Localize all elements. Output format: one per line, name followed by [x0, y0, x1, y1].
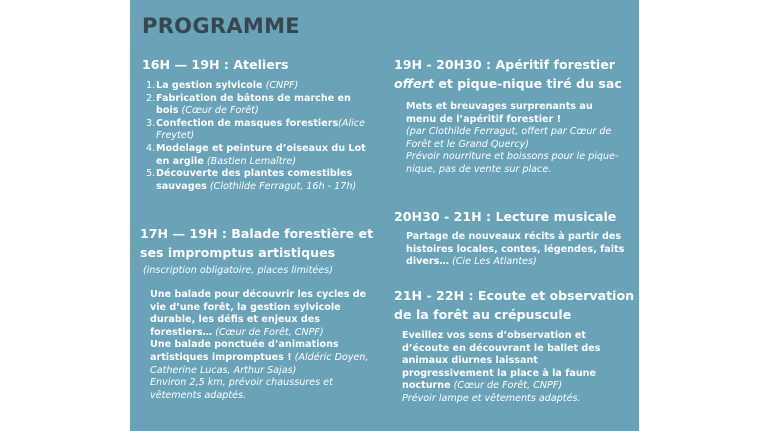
- list-item: 4. Modelage et peinture d’oiseaux du Lot en argile (Bastien Lemaître): [146, 142, 366, 167]
- aperitif-description: Mets et breuvages surprenants au menu de l’apéritif forestier ! (par Clothilde Ferragut, offert par Cœur de Forêt et le Grand Quercy) Prévoir nourriture et boissons pour le pique-nique, pas de vente sur place.: [406, 101, 619, 175]
- balade-note: (inscription obligatoire, places limitées): [143, 265, 333, 276]
- list-item: 5. Découverte des plantes comestibles sauvages (Clothilde Ferragut, 16h - 17h): [146, 168, 357, 192]
- balade-description: Une balade pour découvrir les cycles de vie d’une forêt, la gestion sylvicole durable, les défis et enjeux des forestiers… (Cœur de Forêt, CNPF) Une balade ponctuée d’animations artistiques impromptues ! (Aldéric Doyen, Catherine Lucas, Arthur Sajas) Environ 2,5 km, prévoir chaussures et vêtements adaptés.: [150, 289, 369, 401]
- ecoute-description: Eveillez vos sens d’observation et d’écoute en découvrant le ballet des animaux diurnes laissant progressivement la place à la faune nocturne (Cœur de Forêt, CNPF) Prévoir lampe et vêtements adaptés.: [402, 330, 601, 404]
- page-title: PROGRAMME: [142, 14, 300, 38]
- lecture-heading: 20H30 - 21H : Lecture musicale: [394, 209, 617, 224]
- list-item: 1. La gestion sylvicole (CNPF): [146, 80, 299, 91]
- list-item: 2. Fabrication de bâtons de marche en bois (Cœur de Forêt): [146, 92, 351, 117]
- programme-poster: [130, 0, 639, 431]
- list-item: 3. Confection de masques forestiers(Alice Freytet): [146, 117, 365, 142]
- ecoute-heading: 21H - 22H : Ecoute et observation de la forêt au crépuscule: [394, 288, 635, 322]
- ateliers-heading: 16H — 19H : Ateliers: [142, 57, 289, 72]
- aperitif-heading: 19H - 20H30 : Apéritif forestier offert et pique-nique tiré du sac: [394, 57, 622, 91]
- lecture-description: Partage de nouveaux récits à partir des histoires locales, contes, légendes, faits divers… (Cie Les Atlantes): [406, 231, 625, 268]
- balade-heading: 17H — 19H : Balade forestière et ses impromptus artistiques: [140, 226, 374, 260]
- ateliers-list: [146, 80, 368, 193]
